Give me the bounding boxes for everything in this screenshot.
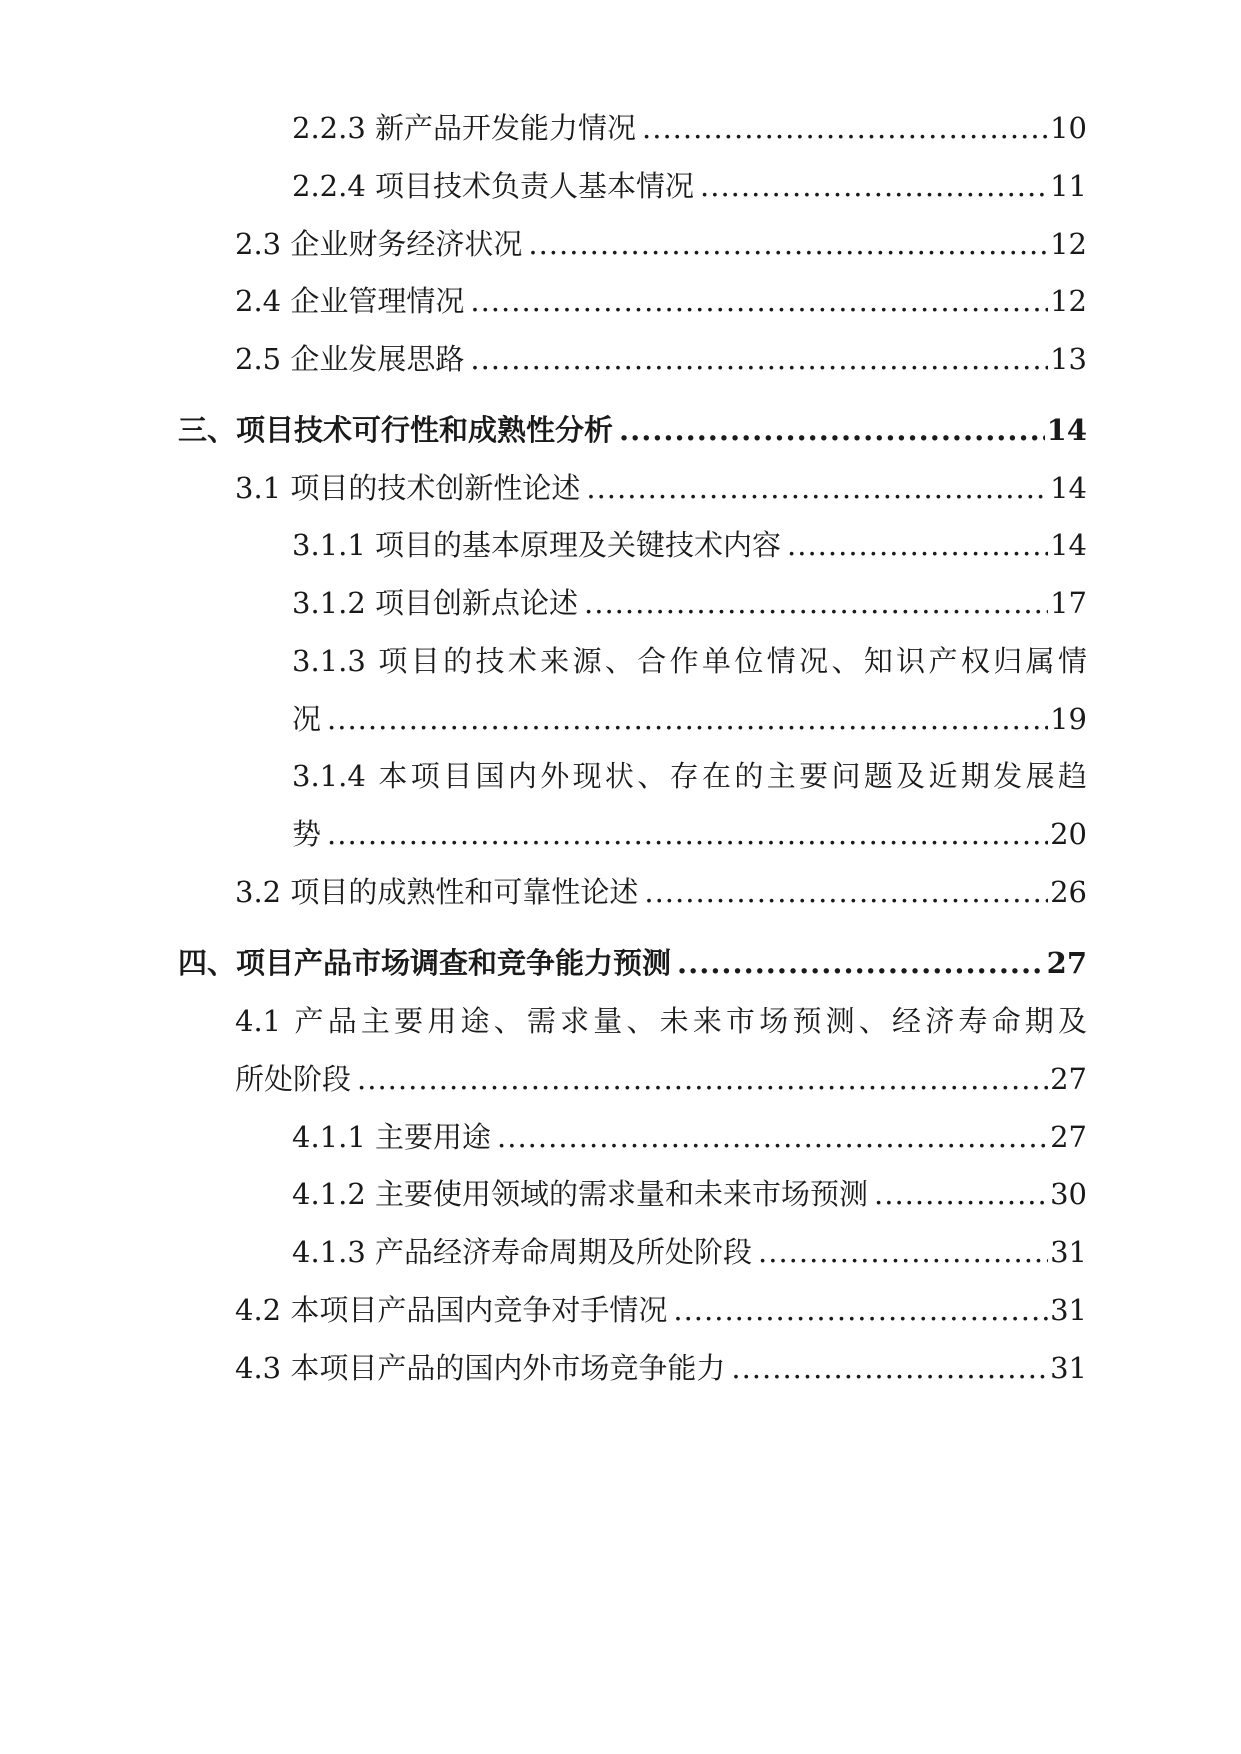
toc-entry-title-line1: 项目的技术来源、合作单位情况、知识产权归属情 [378, 644, 1087, 678]
toc-leader-dots [644, 874, 1048, 910]
toc-entry-title: 本项目产品的国内外市场竞争能力 [290, 1351, 726, 1385]
toc-leader-dots [584, 585, 1048, 621]
toc-leader-dots [787, 527, 1048, 563]
toc-leader-dots [470, 283, 1048, 319]
toc-entry-page: 27 [1050, 1062, 1087, 1096]
toc-entry-page: 11 [1050, 169, 1087, 203]
toc-leader-dots [700, 168, 1048, 204]
toc-entry-number: 4.3 [235, 1351, 282, 1385]
toc-entry-title: 项目技术可行性和成熟性分析 [236, 413, 614, 447]
toc-entry-title: 产品经济寿命周期及所处阶段 [375, 1235, 753, 1269]
toc-entry-number: 3.1.4 [292, 759, 366, 793]
toc-entry-number: 3.1.3 [292, 644, 366, 678]
toc-entry-page: 14 [1050, 528, 1087, 562]
toc-entry-title-line2: 所处阶段 [235, 1062, 352, 1096]
toc-entry-number: 2.2.4 [292, 169, 366, 203]
toc-leader-dots [874, 1176, 1048, 1212]
toc-entry-page: 13 [1050, 342, 1087, 376]
toc-entry-title-line2: 势 [292, 817, 322, 851]
toc-entry-number: 2.5 [235, 342, 282, 376]
toc-entry-page: 27 [1046, 946, 1087, 980]
toc-entry-number: 3.1 [235, 471, 282, 505]
toc-entry-number: 三、 [178, 413, 237, 447]
toc-entry-page: 10 [1050, 111, 1087, 145]
toc-entry-number: 3.1.1 [292, 528, 366, 562]
toc-entry-page: 27 [1050, 1120, 1087, 1154]
toc-leader-dots [528, 226, 1048, 262]
toc-entry-number: 2.4 [235, 284, 282, 318]
toc-entry-page: 26 [1050, 875, 1087, 909]
toc-entry-number: 4.1.1 [292, 1120, 366, 1154]
toc-entry-number: 2.3 [235, 227, 282, 261]
toc-entry-number: 3.2 [235, 875, 282, 909]
toc-leader-dots [758, 1234, 1048, 1270]
toc-entry-number: 3.1.2 [292, 586, 366, 620]
toc-leader-dots [497, 1119, 1048, 1155]
toc-entry-number: 四、 [178, 946, 237, 980]
toc-entry-page: 31 [1050, 1351, 1087, 1385]
toc-leader-dots [327, 816, 1048, 852]
toc-entry-number: 4.1 [235, 1004, 282, 1038]
toc-entry-number: 4.1.3 [292, 1235, 366, 1269]
toc-entry-page: 14 [1050, 471, 1087, 505]
toc-entry-page: 17 [1050, 586, 1087, 620]
toc-leader-dots [327, 701, 1048, 737]
toc-leader-dots [731, 1350, 1048, 1386]
toc-entry-title-line2: 况 [292, 702, 322, 736]
toc-entry-title: 项目创新点论述 [375, 586, 579, 620]
toc-entry-title-line1: 产品主要用途、需求量、未来市场预测、经济寿命期及 [294, 1004, 1087, 1038]
toc-leader-dots [619, 412, 1045, 448]
toc-entry-page: 19 [1050, 702, 1087, 736]
toc-leader-dots [677, 945, 1045, 981]
toc-entry-title: 企业管理情况 [290, 284, 465, 318]
toc-entry-title: 主要使用领域的需求量和未来市场预测 [375, 1177, 869, 1211]
toc-entry-page: 31 [1050, 1293, 1087, 1327]
toc-entry-number: 2.2.3 [292, 111, 366, 145]
toc-entry-page: 12 [1050, 227, 1087, 261]
toc-leader-dots [586, 470, 1048, 506]
toc-entry-title: 项目的成熟性和可靠性论述 [290, 875, 639, 909]
toc-entry-page: 30 [1050, 1177, 1087, 1211]
toc-entry-page: 31 [1050, 1235, 1087, 1269]
toc-entry-title: 新产品开发能力情况 [375, 111, 637, 145]
toc-entry-number: 4.1.2 [292, 1177, 366, 1211]
toc-entry-page: 20 [1050, 817, 1087, 851]
toc-leader-dots [642, 110, 1048, 146]
toc-entry-page: 14 [1046, 413, 1087, 447]
toc-entry-title-line1: 本项目国内外现状、存在的主要问题及近期发展趋 [378, 759, 1087, 793]
toc-entry-title: 主要用途 [375, 1120, 492, 1154]
toc-leader-dots [357, 1061, 1048, 1097]
toc-entry-title: 项目的基本原理及关键技术内容 [375, 528, 782, 562]
toc-entry-title: 项目技术负责人基本情况 [375, 169, 695, 203]
toc-entry-title: 项目产品市场调查和竞争能力预测 [236, 946, 672, 980]
toc-entry-title: 项目的技术创新性论述 [290, 471, 581, 505]
toc-entry-title: 本项目产品国内竞争对手情况 [290, 1293, 668, 1327]
toc-entry-number: 4.2 [235, 1293, 282, 1327]
toc-leader-dots [673, 1292, 1048, 1328]
toc-entry-title: 企业财务经济状况 [290, 227, 523, 261]
toc-entry-title: 企业发展思路 [290, 342, 465, 376]
toc-leader-dots [470, 341, 1048, 377]
toc-entry-page: 12 [1050, 284, 1087, 318]
